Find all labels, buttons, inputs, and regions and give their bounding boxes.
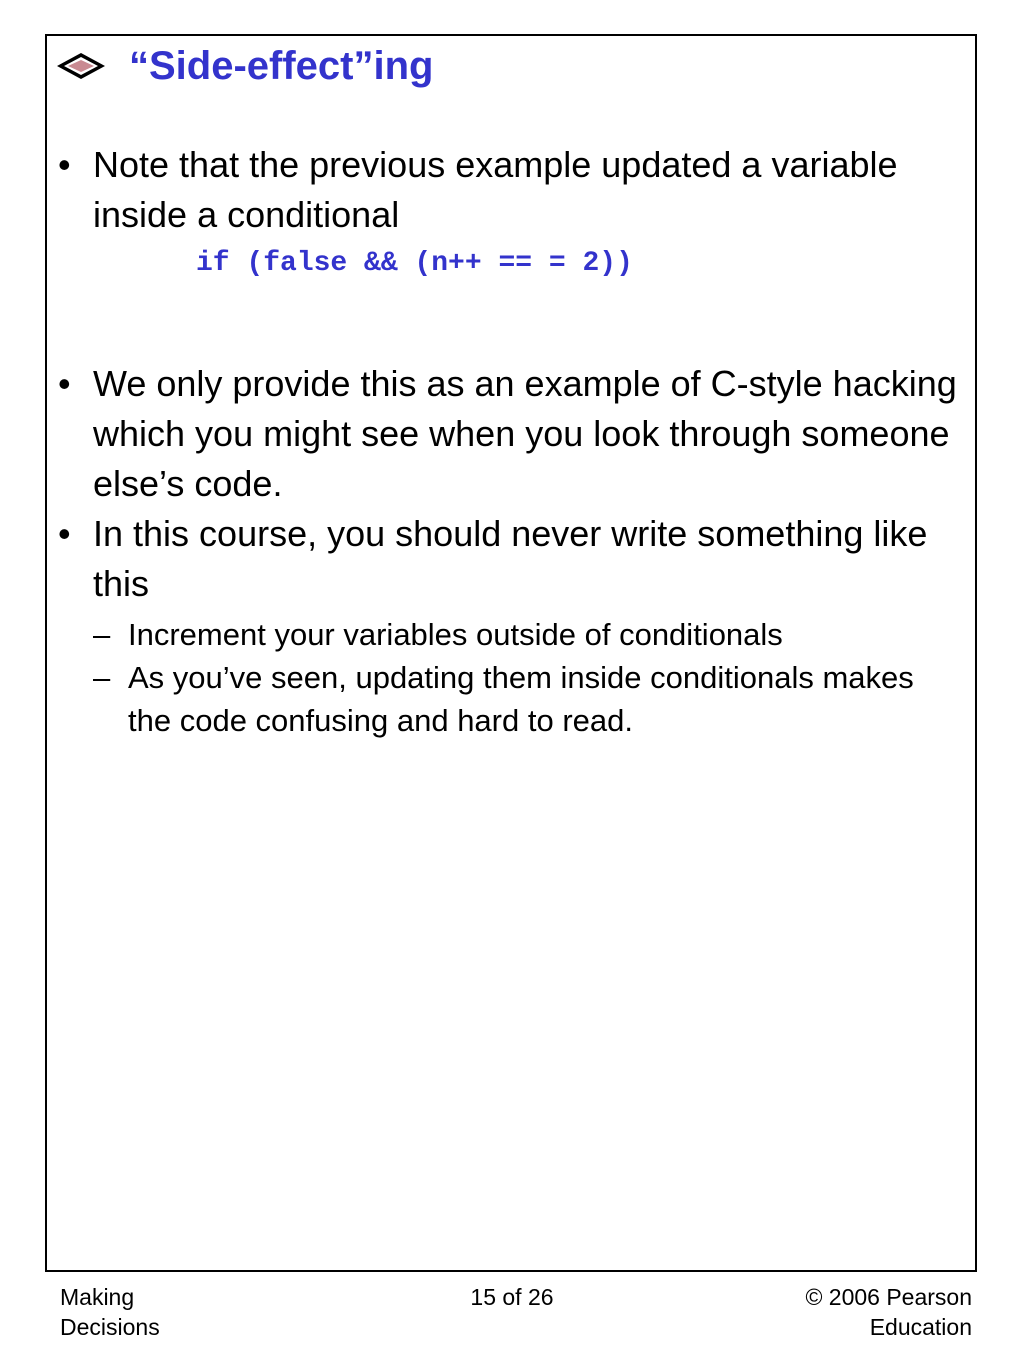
bullet-dot: • [58,363,71,404]
page-number: 15 of 26 [470,1284,554,1310]
bullet-dot: • [58,144,71,185]
footer-copyright-line1: © 2006 Pearson [805,1284,972,1310]
sub-bullet-item [58,656,958,742]
bullet-item [58,359,958,509]
sub-bullet-dash: – [93,660,111,695]
sub-bullet-text: As you’ve seen, updating them inside conditionals makes the code confusing and hard to read. [128,660,914,738]
slide-content [58,140,958,742]
bullet-item [58,509,958,609]
bullet-text: We only provide this as an example of C-style hacking which you might see when you look through someone else’s code. [93,363,957,504]
footer-copyright [720,1282,972,1342]
bullet-item [58,140,958,240]
sub-bullet-dash: – [93,617,111,652]
diamond-icon [55,51,107,81]
slide-title: “Side-effect”ing [129,43,434,88]
sub-bullet-text: Increment your variables outside of conditionals [128,617,783,652]
sub-bullet-item [58,613,958,656]
footer-topic-line1: Making [60,1284,135,1310]
title-row [55,36,433,96]
bullet-text: Note that the previous example updated a variable inside a conditional [93,144,898,235]
footer-copyright-line2: Education [869,1314,972,1340]
footer-topic [60,1282,260,1342]
code-snippet: if (false && (n++ == = 2)) [196,248,633,279]
footer-topic-line2: Decisions [60,1314,160,1340]
bullet-text: In this course, you should never write something like this [93,513,928,604]
bullet-dot: • [58,513,71,554]
